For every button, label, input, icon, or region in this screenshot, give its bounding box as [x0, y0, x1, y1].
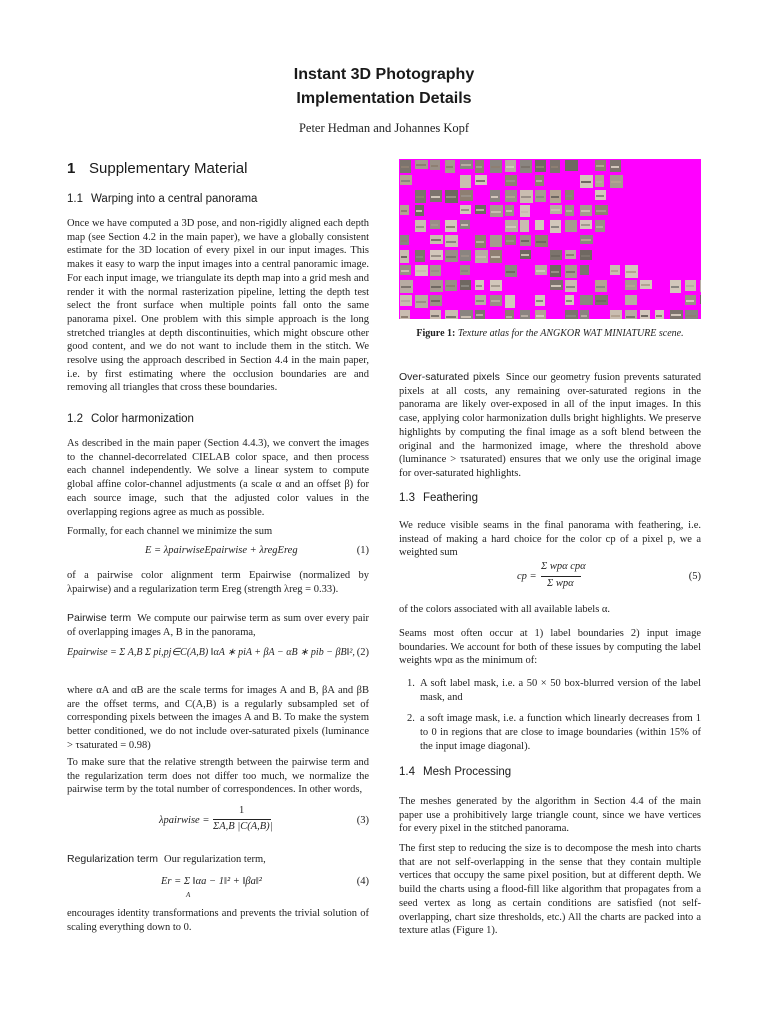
atlas-patch [580, 310, 589, 319]
atlas-patch-detail [401, 240, 407, 242]
atlas-patch-detail [686, 315, 696, 317]
atlas-patch-detail [506, 210, 512, 212]
atlas-patch-detail [686, 300, 694, 302]
atlas-patch-detail [431, 239, 441, 241]
equation-expression: Epairwise = Σ A,B Σ pi,pj∈C(A,B) ‖αA ∗ piA + βA − αB ∗ pib − βB‖², [67, 647, 355, 658]
atlas-patch-detail [461, 224, 468, 226]
equation-5 [399, 561, 701, 595]
equation-1 [67, 545, 369, 561]
section-1-1-heading [67, 193, 369, 205]
section-title: Color harmonization [91, 413, 194, 425]
atlas-patch-detail [401, 256, 407, 258]
figure-label: Figure 1: [416, 328, 456, 339]
atlas-patch-detail [551, 166, 558, 168]
section-number: 1.2 [67, 413, 83, 425]
atlas-patch [655, 310, 664, 319]
atlas-patch-detail [626, 300, 635, 302]
section-title: Warping into a central panorama [91, 193, 258, 205]
section-number: 1.4 [399, 766, 415, 778]
atlas-patch-detail [491, 211, 501, 213]
equation-number: (2) [356, 647, 369, 658]
atlas-patch-detail [536, 270, 545, 272]
atlas-patch-detail [566, 165, 576, 167]
section-1-2-heading [67, 413, 369, 425]
section-title: Supplementary Material [89, 160, 248, 177]
atlas-patch-detail [446, 256, 456, 258]
atlas-patch-detail [536, 166, 544, 168]
atlas-patch-detail [566, 210, 572, 212]
equation-number: (4) [356, 876, 369, 887]
atlas-patch-detail [521, 226, 527, 228]
atlas-patch [610, 310, 622, 319]
section-number: 1.3 [399, 492, 415, 504]
atlas-patch-detail [416, 226, 424, 228]
atlas-patch-detail [461, 316, 471, 318]
atlas-patch-detail [581, 300, 591, 302]
section-number: 1 [67, 160, 76, 177]
atlas-patch-detail [521, 254, 529, 256]
atlas-patch [565, 310, 578, 319]
pairwise-term-paragraph [67, 612, 369, 639]
atlas-patch-detail [656, 315, 662, 317]
atlas-patch-detail [401, 210, 407, 212]
atlas-patch-detail [611, 166, 619, 168]
atlas-patch-detail [416, 210, 422, 212]
texture-atlas-image [399, 159, 701, 319]
equation-number: (1) [356, 545, 369, 556]
s14-body-2: The first step to reducing the size is to decompose the mesh into charts that are not self-overlapping in the sense that they contain multiple vertices that occupy the same pixel position, but at different depth. We build the charts using a flood-fill like algorithm that propagates from a seed vertex as long as certain conditions are satisfied (not self-overlapping, chart size thresholds, etc.) All the charts are packed into a texture atlas (Figure 1). [399, 843, 701, 937]
atlas-patch-detail [506, 316, 512, 318]
s12-body-5: To make sure that the relative strength between the pairwise term and the regularization term does not differ too much, we normalize the pairwise term by the total number of correspondences. In other words, [67, 757, 369, 796]
atlas-patch-detail [551, 271, 559, 273]
atlas-patch [700, 280, 701, 292]
atlas-patch-detail [506, 301, 513, 303]
atlas-patch-detail [551, 255, 560, 257]
atlas-patch-detail [566, 315, 576, 317]
atlas-patch-detail [461, 285, 469, 287]
atlas-patch-detail [446, 196, 456, 198]
atlas-patch-detail [521, 166, 530, 168]
list-item [399, 677, 701, 704]
oversaturated-body: Since our geometry fusion prevents saturated pixels at all costs, any remaining over-saturated regions in the panorama are likely over-exposed in all of the input images. In this case, applying color harmonization dulls bright highlights. We preserve highlights by computing the final image as a soft blend between the original and the harmonized image, where the threshold above (luminance > τsaturated) ensures that we only use the original image for over-saturated highlights. [399, 372, 701, 479]
atlas-patch-detail [491, 256, 500, 258]
atlas-patch-detail [551, 196, 559, 198]
section-number: 1.1 [67, 193, 83, 205]
atlas-patch-detail [611, 315, 620, 317]
s13-body-1: We reduce visible seams in the final panorama with feathering, i.e. instead of making a hard choice for the color cp of a pixel p, we a weighted sum [399, 520, 701, 559]
atlas-patch-detail [446, 316, 456, 318]
s13-body-3: Seams most often occur at 1) label boundaries 2) input image boundaries. We account for both of these issues by computing the label weights wpα as the minimum of: [399, 628, 701, 667]
atlas-patch-detail [476, 241, 484, 243]
atlas-patch-detail [491, 196, 498, 198]
atlas-patch-detail [461, 164, 471, 166]
atlas-patch-detail [596, 181, 602, 183]
atlas-patch-detail [461, 195, 471, 197]
atlas-patch-detail [566, 254, 574, 256]
atlas-patch-detail [476, 314, 483, 316]
atlas-patch-detail [671, 314, 681, 316]
pairwise-term-heading: Pairwise term [67, 612, 132, 624]
atlas-patch-detail [551, 209, 560, 211]
atlas-patch-detail [506, 180, 515, 182]
s14-body-1: The meshes generated by the algorithm in Section 4.4 of the main paper use a prohibitively large triangle count, since we have vertices for every pixel in the stitched panorama. [399, 796, 701, 835]
atlas-patch-detail [536, 300, 543, 302]
fraction-numerator: Σ wpα cpα [541, 561, 586, 572]
atlas-patch-detail [581, 270, 587, 272]
atlas-patch-detail [431, 224, 438, 226]
atlas-patch [685, 310, 698, 319]
atlas-patch-detail [581, 181, 591, 183]
atlas-patch-detail [476, 300, 484, 302]
atlas-patch-detail [431, 286, 441, 288]
regularization-term-paragraph [67, 853, 369, 867]
atlas-patch-detail [581, 210, 590, 212]
equation-3 [67, 805, 369, 835]
atlas-patch-detail [506, 240, 514, 242]
atlas-patch-detail [641, 284, 650, 286]
section-title: Mesh Processing [423, 766, 512, 778]
atlas-patch-detail [581, 239, 591, 241]
atlas-patch-detail [431, 165, 438, 167]
section-title: Feathering [423, 492, 478, 504]
atlas-patch-detail [506, 166, 514, 168]
fraction-bar [541, 576, 581, 577]
atlas-patch-detail [671, 286, 679, 288]
equation-lhs: cp = [517, 571, 537, 582]
s12-body-4: where αA and αB are the scale terms for images A and B, βA and βB are the offset terms, and C(A,B) is a regularly subsampled set of corresponding pixels between the images A and B. To make the system better conditioned, we do not include over-saturated pixels (luminance > τsaturated = 0.98) [67, 685, 369, 751]
atlas-patch-detail [431, 315, 439, 317]
atlas-patch-detail [566, 195, 572, 197]
atlas-patch-detail [536, 196, 544, 198]
atlas-patch-detail [596, 165, 604, 167]
atlas-patch-detail [476, 256, 486, 258]
weight-list [399, 677, 701, 762]
equation-2 [67, 647, 369, 673]
equation-number: (5) [688, 571, 701, 582]
s12-body-1: As described in the main paper (Section 4.4.3), we convert the images to the channel-decorrelated CIELAB color space, and then process each channel independently. We solve a linear system to compute global affine color-channel adjustments (a scale α and an offset β) for each source image, such that the adjusted color values in the overlapping regions agree as much as possible. [67, 438, 369, 518]
atlas-patch-detail [551, 226, 559, 228]
atlas-patch-detail [566, 286, 575, 288]
list-item-text: A soft label mask, i.e. a 50 × 50 box-blurred version of the label mask, and [420, 678, 701, 703]
pairwise-term-body: We compute our pairwise term as sum over every pair of overlapping images A, B in the panorama, [67, 613, 369, 638]
atlas-patch-detail [566, 271, 575, 273]
atlas-patch-detail [596, 195, 604, 197]
atlas-patch-detail [476, 209, 484, 211]
atlas-patch-detail [431, 196, 440, 198]
atlas-patch-detail [536, 225, 542, 227]
atlas-patch-detail [521, 196, 531, 198]
atlas-patch [640, 310, 650, 319]
atlas-patch-detail [446, 166, 453, 168]
atlas-patch-detail [401, 300, 410, 302]
oversaturated-paragraph [399, 371, 701, 481]
atlas-patch-detail [581, 315, 587, 317]
atlas-patch-detail [446, 241, 456, 243]
atlas-patch-detail [416, 270, 426, 272]
atlas-patch-detail [521, 211, 528, 213]
paper-title-line2: Implementation Details [296, 90, 472, 107]
atlas-patch-detail [446, 226, 455, 228]
atlas-patch [430, 310, 441, 319]
regularization-term-body: Our regularization term, [164, 854, 266, 865]
atlas-patch-detail [611, 181, 621, 183]
atlas-patch-detail [491, 166, 500, 168]
atlas-patch-detail [401, 180, 410, 182]
atlas-patch-detail [581, 255, 590, 257]
authors: Peter Hedman and Johannes Kopf [298, 121, 470, 135]
atlas-patch-detail [521, 315, 528, 317]
s12-body-6: encourages identity transformations and prevents the trivial solution of scaling everything down to 0. [67, 908, 369, 933]
equation-subscript: A [186, 891, 191, 899]
atlas-patch-detail [401, 286, 411, 288]
atlas-patch-detail [476, 285, 482, 287]
atlas-patch-detail [401, 270, 409, 272]
atlas-patch-detail [431, 255, 441, 257]
atlas-patch-detail [491, 300, 500, 302]
section-1-heading [67, 160, 369, 177]
atlas-patch-detail [491, 285, 500, 287]
atlas-patch-detail [596, 286, 605, 288]
atlas-patch [535, 310, 546, 319]
atlas-patch-detail [536, 241, 546, 243]
atlas-patch-detail [626, 285, 635, 287]
equation-expression: Er = Σ ‖αa − 1‖² + ‖βa‖² [161, 876, 262, 887]
equation-number: (3) [356, 815, 369, 826]
list-marker: 1. [407, 678, 415, 689]
atlas-patch-detail [521, 240, 529, 242]
atlas-patch-detail [461, 209, 469, 211]
section-1-4-heading [399, 766, 701, 778]
texture-atlas-figure [399, 159, 701, 319]
atlas-patch-detail [461, 270, 468, 272]
figure-1-caption [399, 328, 701, 339]
fraction-denominator: Σ wpα [547, 578, 574, 589]
atlas-patch-detail [476, 166, 482, 168]
oversaturated-heading: Over-saturated pixels [399, 371, 500, 383]
paper-title-line1: Instant 3D Photography [293, 66, 475, 83]
atlas-patch-detail [626, 316, 635, 318]
atlas-patch-detail [416, 256, 423, 258]
atlas-patch [700, 295, 701, 304]
atlas-patch-detail [566, 226, 575, 228]
atlas-patch-detail [626, 271, 636, 273]
fraction-denominator: ΣA,B |C(A,B)| [213, 821, 273, 832]
atlas-patch-detail [581, 224, 590, 226]
atlas-patch-detail [566, 300, 572, 302]
atlas-patch-detail [491, 241, 500, 243]
atlas-patch-detail [446, 285, 455, 287]
s11-body: Once we have computed a 3D pose, and non-rigidly aligned each depth map (see Section 4.2 in the main paper), we have a globally consistent estimate for the 3D location of every pixel in our input images. This makes it easy to warp the input images into a central panoramic image. For each input image, we triangulate its depth map into a grid mesh and render it with the normal rasterization pipeline, letting the depth test select the front surface when multiple points fall onto the same panorama pixel. One problem with this simple approach is the long stretched triangles at depth discontinuities, which might obscure other good content, and we do not want to include them in the stitch. We resolve using the approach described in Section 4.4 in the main paper, i.e. by first estimating where the occlusion boundaries are and removing all triangles that cross these boundaries. [67, 218, 369, 394]
atlas-patch-detail [476, 180, 485, 182]
atlas-patch-detail [416, 164, 426, 166]
atlas-patch-detail [641, 315, 648, 317]
s12-body-2: Formally, for each channel we minimize the sum [67, 526, 273, 537]
s12-body-3: of a pairwise color alignment term Epairwise (normalized by λpairwise) and a regularization term Ereg (strength λreg = 0.33). [67, 570, 369, 595]
equation-4 [67, 876, 369, 904]
atlas-patch-detail [416, 301, 426, 303]
list-item-text: a soft image mask, i.e. a function which linearly decreases from 1 to 0 in regions that are close to image boundaries (within 15% of the input image diagonal). [420, 713, 701, 752]
atlas-patch-detail [506, 196, 515, 198]
figure-caption-text: Texture atlas for the ANGKOR WAT MINIATURE scene. [457, 328, 684, 339]
atlas-patch-detail [611, 270, 618, 272]
atlas-patch-detail [461, 181, 469, 183]
equation-lhs: λpairwise = [159, 815, 210, 826]
atlas-patch-detail [686, 285, 694, 287]
atlas-patch-detail [506, 271, 515, 273]
regularization-term-heading: Regularization term [67, 853, 159, 865]
s13-body-2: of the colors associated with all available labels α. [399, 604, 611, 615]
atlas-patch-detail [596, 210, 606, 212]
list-item [399, 712, 701, 753]
atlas-patch-detail [401, 166, 409, 168]
atlas-patch-detail [461, 255, 469, 257]
atlas-patch-detail [416, 196, 424, 198]
atlas-patch-detail [506, 226, 516, 228]
section-1-3-heading [399, 492, 701, 504]
atlas-patch-detail [431, 270, 439, 272]
atlas-patch-detail [596, 300, 606, 302]
fraction-bar [213, 819, 271, 820]
atlas-patch-detail [431, 300, 440, 302]
atlas-patch-detail [536, 180, 542, 182]
atlas-patch-detail [596, 226, 603, 228]
atlas-patch [520, 310, 530, 319]
list-marker: 2. [407, 713, 415, 725]
atlas-patch-detail [401, 316, 408, 318]
equation-expression: E = λpairwiseEpairwise + λregEreg [145, 545, 298, 556]
atlas-patch-detail [536, 315, 544, 317]
atlas-patch-detail [551, 285, 561, 287]
fraction-numerator: 1 [239, 805, 245, 816]
